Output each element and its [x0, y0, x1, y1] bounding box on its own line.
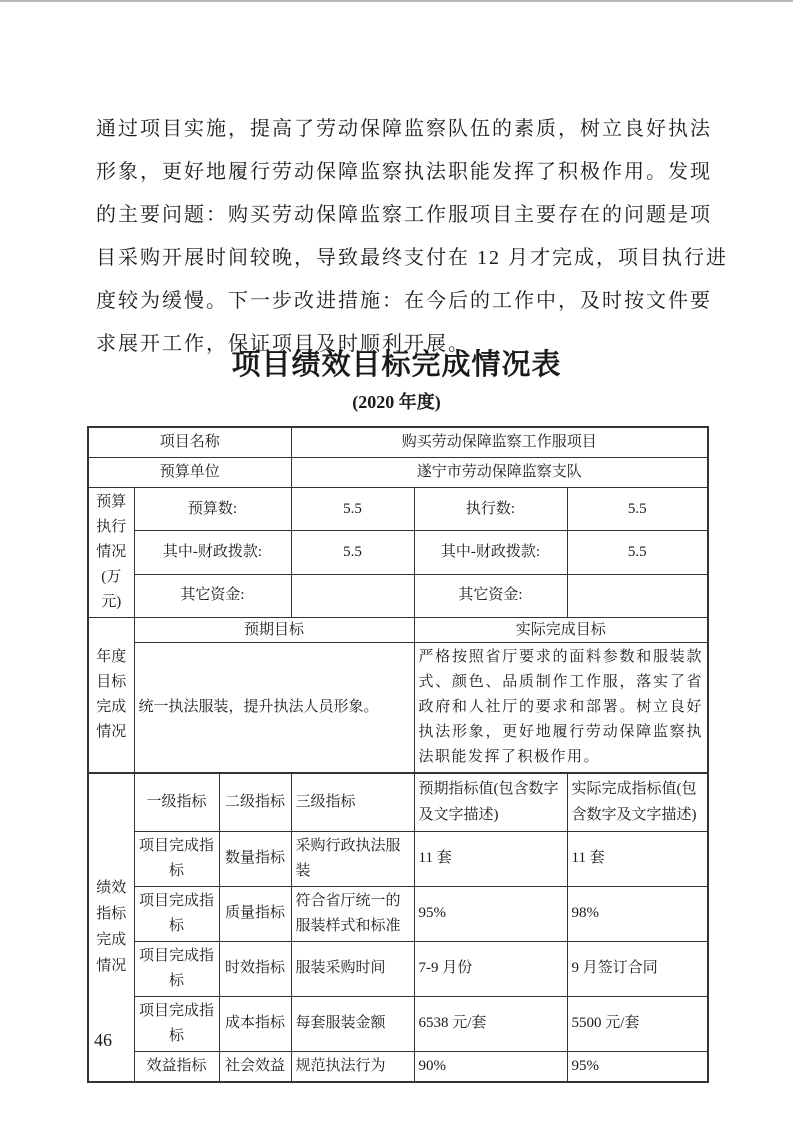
indicator-actual-cell: 5500 元/套 — [567, 996, 708, 1051]
indicator-expected-cell: 95% — [414, 886, 567, 941]
body-paragraph: 通过项目实施，提高了劳动保障监察队伍的素质，树立良好执法 形象，更好地履行劳动保障监察执法职能发挥了积极作用。发现 的主要问题：购买劳动保障监察工作服项目主要存在的问题是项 目采购开展时间较晚，导致最终支付在 12 月才完成，项目执行进 度较为缓慢。下一步改进措施：在今后的工作中，及时按文件要 求展开工作，保证项目及时顺利开展。 — [96, 118, 728, 355]
budget-unit-label-cell: 预算单位 — [88, 458, 291, 488]
expected-goal-header-cell: 预期目标 — [134, 618, 414, 643]
annual-goal-header-row — [88, 618, 708, 643]
budget-unit-value-cell: 遂宁市劳动保障监察支队 — [291, 458, 708, 488]
table-title: 项目绩效目标完成情况表 — [231, 349, 562, 381]
indicator-level2-cell: 数量指标 — [219, 831, 291, 886]
budget-value-cell: 5.5 — [567, 531, 708, 574]
annual-goal-header-cell: 年度目标完成情况 — [88, 618, 134, 774]
indicator-level3-cell: 规范执法行为 — [291, 1051, 414, 1082]
indicator-expected-cell: 90% — [414, 1051, 567, 1082]
budget-exec-header-cell: 预算执行情况(万元) — [88, 488, 134, 618]
project-name-value-cell: 购买劳动保障监察工作服项目 — [291, 427, 708, 458]
project-name-label-cell: 项目名称 — [88, 427, 291, 458]
budget-unit-row — [88, 458, 708, 488]
budget-value-cell: 5.5 — [291, 531, 414, 574]
indicator-expected-cell: 11 套 — [414, 831, 567, 886]
indicator-level3-cell: 采购行政执法服装 — [291, 831, 414, 886]
indicator-level3-cell: 每套服装金额 — [291, 996, 414, 1051]
indicator-row — [88, 941, 708, 996]
budget-label-cell: 预算数: — [134, 488, 291, 531]
budget-value-cell — [567, 574, 708, 617]
budget-value-cell: 5.5 — [567, 488, 708, 531]
indicator-level2-cell: 成本指标 — [219, 996, 291, 1051]
indicator-row — [88, 886, 708, 941]
actual-goal-header-cell: 实际完成目标 — [414, 618, 708, 643]
indicator-col-header: 实际完成指标值(包含数字及文字描述) — [567, 773, 708, 831]
budget-label-cell: 其它资金: — [414, 574, 567, 617]
indicator-level1-cell: 项目完成指标 — [134, 886, 219, 941]
indicator-actual-cell: 95% — [567, 1051, 708, 1082]
page-number: 46 — [94, 1030, 112, 1050]
budget-label-cell: 其中-财政拨款: — [134, 531, 291, 574]
indicator-actual-cell: 11 套 — [567, 831, 708, 886]
budget-row-3 — [88, 574, 708, 617]
table-subtitle: (2020 年度) — [352, 392, 441, 412]
indicator-col-header: 一级指标 — [134, 773, 219, 831]
budget-row-1 — [88, 488, 708, 531]
budget-row-2 — [88, 531, 708, 574]
indicator-row — [88, 996, 708, 1051]
indicator-row — [88, 1051, 708, 1082]
performance-table — [87, 426, 709, 1083]
budget-value-cell — [291, 574, 414, 617]
indicator-level1-cell: 项目完成指标 — [134, 996, 219, 1051]
indicator-level1-cell: 项目完成指标 — [134, 831, 219, 886]
indicator-row — [88, 831, 708, 886]
project-name-row — [88, 427, 708, 458]
budget-label-cell: 执行数: — [414, 488, 567, 531]
indicator-actual-cell: 98% — [567, 886, 708, 941]
indicator-col-header: 二级指标 — [219, 773, 291, 831]
expected-goal-text-cell: 统一执法服装，提升执法人员形象。 — [134, 643, 414, 774]
indicator-level2-cell: 时效指标 — [219, 941, 291, 996]
indicator-header-row — [88, 773, 708, 831]
indicator-level2-cell: 社会效益 — [219, 1051, 291, 1082]
indicator-level3-cell: 符合省厅统一的服装样式和标准 — [291, 886, 414, 941]
budget-label-cell: 其中-财政拨款: — [414, 531, 567, 574]
indicators-header-cell: 绩效指标完成情况 — [88, 773, 134, 1082]
indicator-actual-cell: 9 月签订合同 — [567, 941, 708, 996]
indicator-level1-cell: 项目完成指标 — [134, 941, 219, 996]
budget-label-cell: 其它资金: — [134, 574, 291, 617]
indicator-level1-cell: 效益指标 — [134, 1051, 219, 1082]
annual-goal-content-row — [88, 643, 708, 774]
indicator-col-header: 预期指标值(包含数字及文字描述) — [414, 773, 567, 831]
budget-value-cell: 5.5 — [291, 488, 414, 531]
actual-goal-text-cell: 严格按照省厅要求的面料参数和服装款式、颜色、品质制作工作服，落实了省政府和人社厅的要求和部署。树立良好执法形象，更好地履行劳动保障监察执法职能发挥了积极作用。 — [414, 643, 708, 774]
indicator-expected-cell: 7-9 月份 — [414, 941, 567, 996]
indicator-level3-cell: 服装采购时间 — [291, 941, 414, 996]
indicator-col-header: 三级指标 — [291, 773, 414, 831]
indicator-expected-cell: 6538 元/套 — [414, 996, 567, 1051]
indicator-level2-cell: 质量指标 — [219, 886, 291, 941]
